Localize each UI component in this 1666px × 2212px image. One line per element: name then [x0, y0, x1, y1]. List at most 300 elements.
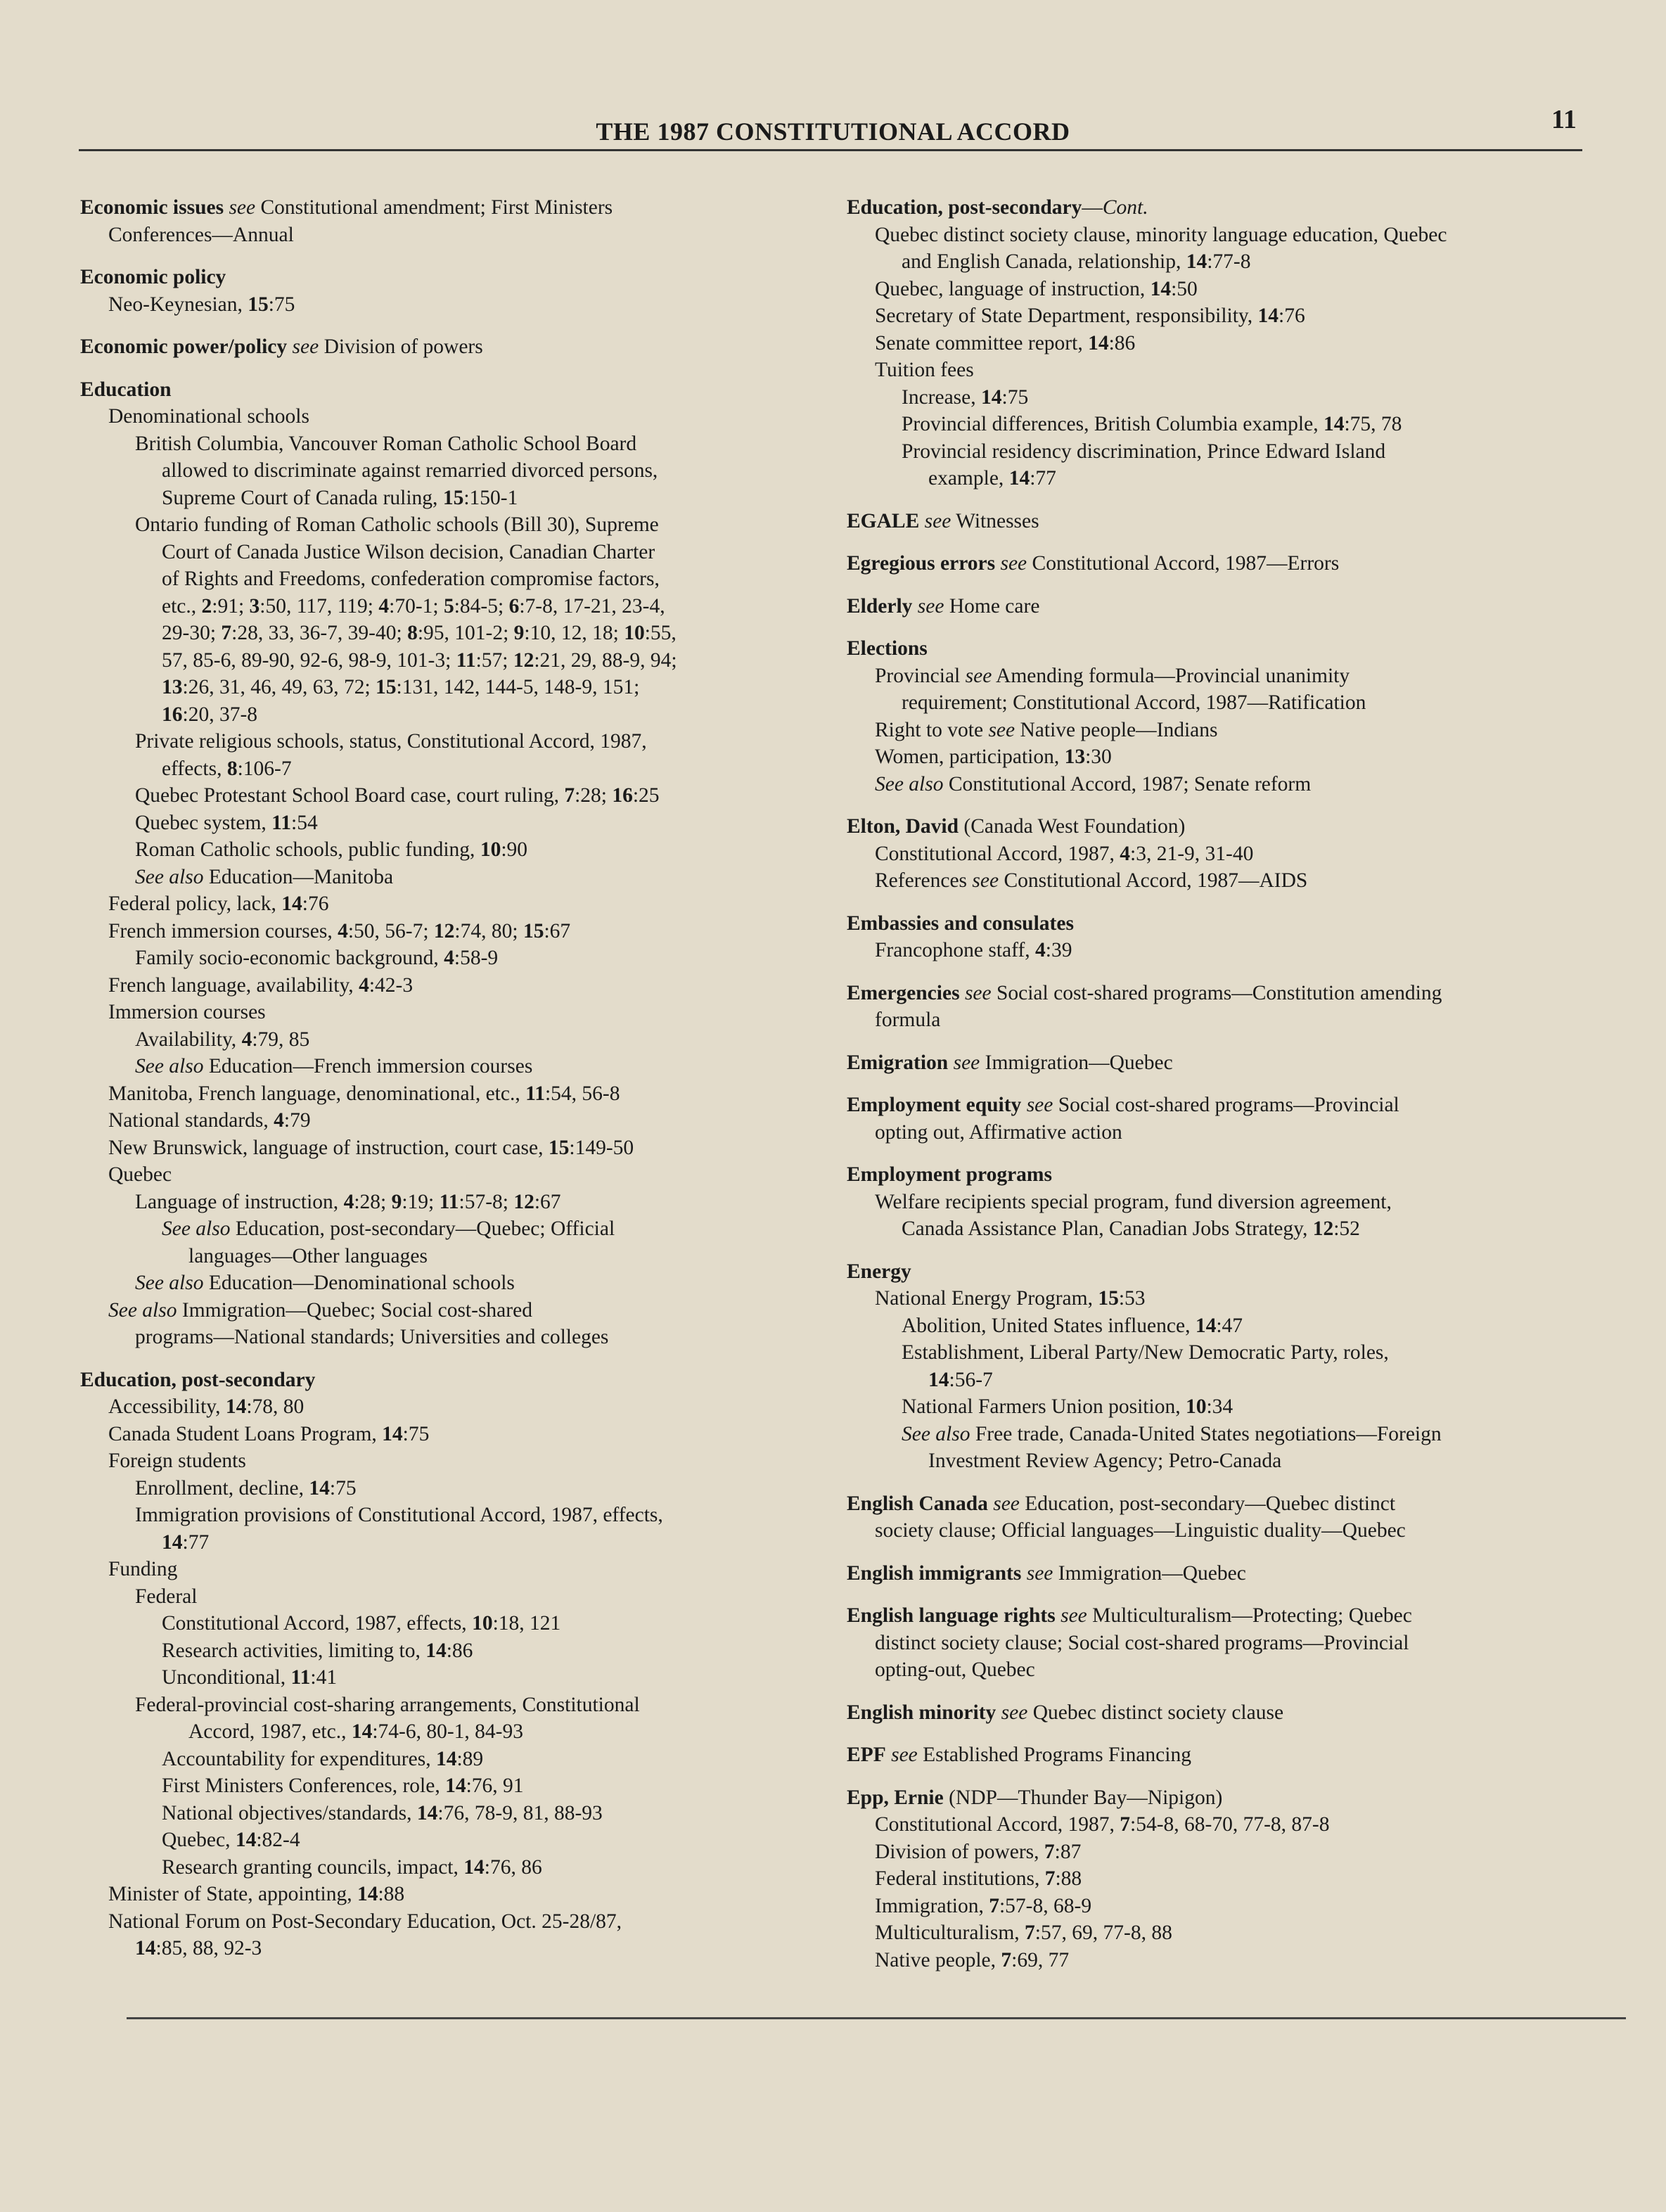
index-text: Family socio-economic background, [135, 947, 444, 969]
index-text: :41 [310, 1666, 338, 1689]
running-title: THE 1987 CONSTITUTIONAL ACCORD [596, 117, 1070, 146]
index-line [80, 485, 826, 512]
cross-reference-marker: see [917, 594, 944, 618]
index-text: Research activities, limiting to, [162, 1639, 426, 1662]
index-line [80, 1297, 826, 1324]
index-line [80, 701, 826, 729]
cross-reference-marker: see [993, 1492, 1020, 1515]
cross-reference-marker: see [1000, 552, 1027, 575]
index-text: :50 [1171, 277, 1198, 300]
index-line [80, 1270, 826, 1297]
index-heading-text: 14 [357, 1883, 378, 1905]
index-line [847, 302, 1599, 330]
index-heading-text: 14 [281, 893, 302, 915]
index-line [847, 1092, 1599, 1119]
index-line [847, 1049, 1599, 1077]
index-heading-text: 11 [456, 648, 476, 672]
index-text: :10, 12, 18; [524, 622, 624, 644]
index-text: Constitutional Accord, 1987, effects, [162, 1612, 473, 1635]
index-line [847, 1560, 1599, 1587]
index-entry [847, 1049, 1599, 1077]
index-line [80, 864, 826, 891]
index-text: :54 [291, 811, 318, 834]
index-text: :76, 91 [466, 1775, 524, 1797]
index-text: National Forum on Post-Secondary Education, Oct. 25-28/87, [108, 1910, 622, 1933]
index-heading-text: 14 [162, 1530, 183, 1554]
index-line [80, 593, 826, 620]
index-line [847, 1285, 1599, 1312]
cross-reference-marker: see [1001, 1701, 1028, 1724]
index-line [80, 1215, 826, 1243]
index-text: programs—National standards; Universities and colleges [135, 1326, 609, 1348]
index-text: Immigration provisions of Constitutional Accord, 1987, effects, [135, 1504, 663, 1526]
index-heading-text: 14 [445, 1775, 466, 1797]
index-heading-text: Education, post-secondary [847, 196, 1082, 219]
index-line [80, 1746, 826, 1773]
index-line [847, 438, 1599, 466]
index-text: :70-1; [389, 594, 444, 618]
index-line [847, 1421, 1599, 1448]
index-line [847, 910, 1599, 938]
index-text: of Rights and Freedoms, confederation compromise factors, [162, 568, 660, 590]
index-text: Immigration, [875, 1894, 989, 1917]
index-heading-text: 14 [351, 1720, 373, 1743]
index-entry [847, 550, 1599, 577]
index-heading-text: Economic issues [80, 196, 224, 219]
index-line [80, 1583, 826, 1611]
index-text: Education, post-secondary—Quebec; Official [230, 1217, 615, 1240]
index-text: :149-50 [569, 1136, 634, 1159]
index-heading-text: 7 [1044, 1867, 1056, 1890]
index-heading-text: 10 [472, 1612, 493, 1635]
index-text: :20, 37-8 [182, 703, 258, 726]
index-heading-text: 14 [435, 1747, 457, 1770]
index-heading-text: Emergencies [847, 981, 960, 1004]
index-heading-text: 5 [443, 594, 454, 618]
index-text: References [875, 869, 973, 892]
index-line [80, 403, 826, 430]
index-text: :74, 80; [454, 919, 523, 942]
index-line [847, 937, 1599, 964]
index-text: Court of Canada Justice Wilson decision, Canadian Charter [162, 540, 655, 563]
index-heading-text: 4 [343, 1190, 354, 1213]
index-heading-text: 13 [162, 676, 183, 698]
index-text: :57; [475, 648, 513, 672]
index-text: Immigration—Quebec [980, 1051, 1173, 1074]
cross-reference-marker: See also [875, 772, 944, 795]
index-entry [847, 1161, 1599, 1243]
index-heading-text: Economic policy [80, 266, 226, 288]
index-text: Tuition fees [875, 359, 974, 381]
index-line [847, 1947, 1599, 1974]
index-line [847, 813, 1599, 840]
index-line [847, 635, 1599, 663]
index-text: 29-30; [162, 622, 222, 644]
cross-reference-marker: see [964, 981, 992, 1004]
index-heading-text: 4 [241, 1028, 252, 1051]
index-heading-text: 9 [513, 622, 525, 644]
index-line [80, 810, 826, 837]
index-text: :58-9 [454, 947, 499, 969]
index-line [80, 1664, 826, 1692]
index-line [847, 663, 1599, 690]
index-text: Unconditional, [162, 1666, 291, 1689]
index-text: Francophone staff, [875, 939, 1036, 961]
index-heading-text: 14 [382, 1422, 403, 1445]
index-text: :50, 117, 119; [259, 594, 379, 618]
index-text: :28; [575, 784, 613, 807]
index-line [80, 1447, 826, 1475]
index-text: requirement; Constitutional Accord, 1987—Ratification [902, 691, 1366, 714]
index-text: Availability, [135, 1028, 242, 1051]
index-text: Home care [944, 594, 1040, 618]
cross-reference-marker: see [953, 1051, 980, 1074]
index-heading-text: English language rights [847, 1604, 1056, 1627]
index-text: :76, 78-9, 81, 88-93 [437, 1801, 603, 1824]
index-line [847, 1339, 1599, 1367]
index-line [80, 222, 826, 249]
index-text: :75, 78 [1344, 413, 1402, 435]
index-text: French language, availability, [108, 973, 359, 997]
index-text: Canada Assistance Plan, Canadian Jobs Strategy, [902, 1217, 1313, 1240]
index-text [912, 595, 917, 618]
index-line [847, 840, 1599, 868]
index-text: :75 [402, 1422, 430, 1445]
cross-reference-marker: see [924, 509, 951, 532]
index-text: :28; [354, 1190, 392, 1213]
index-text: :76, 86 [484, 1855, 542, 1879]
index-text: effects, [162, 757, 227, 780]
index-heading-text: 14 [309, 1476, 330, 1500]
index-text [1021, 1094, 1026, 1116]
index-text: Social cost-shared programs—Constitution amending [991, 981, 1442, 1004]
index-text: :78, 80 [246, 1395, 305, 1418]
index-text: :7-8, 17-21, 23-4, [519, 594, 665, 618]
index-text: opting out, Affirmative action [875, 1120, 1122, 1144]
index-entry [80, 194, 826, 248]
header-rule [79, 149, 1582, 151]
index-line [80, 291, 826, 319]
index-text: :50, 56-7; [347, 919, 434, 942]
index-heading-text: Egregious errors [847, 552, 996, 575]
index-line [80, 194, 826, 222]
index-line [80, 1908, 826, 1936]
index-line [847, 1312, 1599, 1340]
index-heading-text: 8 [226, 757, 238, 780]
index-text: French immersion courses, [108, 919, 338, 942]
index-line [80, 647, 826, 675]
cross-reference-marker: See also [135, 1272, 204, 1294]
index-text: :106-7 [237, 757, 292, 780]
index-text [1056, 1604, 1061, 1627]
index-line [80, 1421, 826, 1448]
index-line [80, 1827, 826, 1854]
index-text: distinct society clause; Social cost-shared programs—Provincial [875, 1631, 1409, 1654]
index-line [80, 1107, 826, 1134]
cross-reference-marker: see [988, 718, 1015, 741]
index-line [847, 1919, 1599, 1947]
index-heading-text: 15 [1098, 1287, 1119, 1310]
index-text: etc., [162, 594, 202, 618]
index-text: Private religious schools, status, Constitutional Accord, 1987, [135, 730, 647, 753]
index-line [80, 620, 826, 647]
index-heading-text: 12 [513, 648, 534, 672]
index-heading-text: Elderly [847, 594, 913, 618]
index-heading-text: 14 [1186, 250, 1207, 273]
index-line [847, 1258, 1599, 1286]
index-heading-text: 14 [1150, 277, 1172, 300]
cross-reference-marker: see [965, 664, 992, 687]
index-heading-text: 15 [376, 676, 397, 698]
index-heading-text: 7 [1044, 1840, 1055, 1863]
index-heading-text: English Canada [847, 1492, 988, 1515]
index-entry [847, 593, 1599, 620]
index-line [847, 1119, 1599, 1146]
index-text: British Columbia, Vancouver Roman Catholic School Board [135, 432, 637, 455]
index-heading-text: 15 [548, 1136, 570, 1159]
index-text: Constitutional Accord, 1987; Senate reform [943, 772, 1312, 795]
index-entry [847, 1699, 1599, 1727]
index-text: Accord, 1987, etc., [188, 1720, 352, 1743]
index-text: Multiculturalism—Protecting; Quebec [1087, 1604, 1412, 1627]
index-heading-text: 9 [391, 1190, 402, 1213]
index-text: National Energy Program, [875, 1287, 1098, 1310]
index-line [80, 376, 826, 404]
index-text: Welfare recipients special program, fund diversion agreement, [875, 1190, 1392, 1213]
index-text: Quebec, language of instruction, [875, 277, 1151, 300]
index-line [847, 508, 1599, 535]
index-heading-text: Elections [847, 637, 928, 660]
index-text: :91; [212, 594, 250, 618]
index-heading-text: 15 [523, 919, 544, 942]
index-line [80, 333, 826, 361]
index-text [996, 1701, 1001, 1724]
footer-rule [127, 2017, 1626, 2019]
index-text: Roman Catholic schools, public funding, [135, 838, 480, 861]
index-text: :77-8 [1207, 250, 1251, 273]
index-line [847, 1699, 1599, 1727]
index-line [847, 1189, 1599, 1216]
index-heading-text: 14 [416, 1801, 438, 1824]
index-line [847, 1447, 1599, 1475]
index-heading-text: 14 [1323, 413, 1345, 435]
index-heading-text: 11 [290, 1666, 311, 1689]
index-text: Quebec [108, 1163, 172, 1186]
index-text: Federal institutions, [875, 1867, 1045, 1890]
index-heading-text: 7 [1025, 1922, 1035, 1944]
index-text: Ontario funding of Roman Catholic schools (Bill 30), Supreme [135, 513, 659, 536]
index-entry [80, 376, 826, 1351]
index-heading-text: 10 [1185, 1395, 1207, 1418]
index-line [80, 1080, 826, 1108]
index-text: :95, 101-2; [417, 622, 514, 644]
index-text: and English Canada, relationship, [902, 250, 1186, 273]
index-text: Quebec distinct society clause, minority language education, Quebec [875, 223, 1447, 246]
index-text: :19; [402, 1190, 440, 1213]
index-text: Constitutional Accord, 1987—AIDS [999, 869, 1308, 892]
index-line [80, 945, 826, 972]
index-text: Education—Manitoba [203, 865, 394, 888]
index-text: National Farmers Union position, [902, 1395, 1186, 1418]
index-line [847, 1893, 1599, 1920]
index-heading-text: 4 [378, 594, 390, 618]
index-heading-text: Economic power/policy [80, 335, 288, 358]
index-heading-text: EGALE [847, 509, 920, 532]
index-text: Establishment, Liberal Party/New Democratic Party, roles, [902, 1341, 1389, 1364]
cross-reference-marker: see [292, 335, 319, 358]
index-text: :34 [1206, 1395, 1234, 1418]
index-text: :75 [329, 1476, 357, 1500]
index-line [80, 728, 826, 755]
index-entry [847, 1741, 1599, 1769]
index-line [80, 1610, 826, 1637]
index-heading-text: 4 [274, 1109, 284, 1132]
index-text: :47 [1216, 1314, 1243, 1337]
index-text: :56-7 [949, 1368, 993, 1391]
index-text: :86 [1108, 331, 1136, 354]
index-heading-text: Education [80, 378, 172, 401]
index-text: Canada Student Loans Program, [108, 1422, 383, 1445]
index-line [80, 565, 826, 593]
index-heading-text: Employment equity [847, 1094, 1022, 1116]
index-line [80, 264, 826, 291]
index-entry [847, 1092, 1599, 1146]
index-text: Constitutional Accord, 1987, [875, 842, 1120, 865]
index-heading-text: 10 [624, 622, 645, 644]
index-text: (Canada West Foundation) [959, 815, 1186, 838]
cross-reference-marker: Cont. [1102, 196, 1148, 219]
index-text: Quebec distinct society clause [1027, 1701, 1284, 1724]
index-entry [80, 1367, 826, 1962]
index-text: :86 [446, 1639, 473, 1662]
index-text: Native people—Indians [1015, 718, 1218, 741]
index-text: :82-4 [256, 1829, 300, 1851]
index-text: Multiculturalism, [875, 1922, 1025, 1944]
index-entry [847, 1258, 1599, 1475]
index-line [847, 867, 1599, 895]
index-heading-text: 7 [1001, 1948, 1012, 1971]
index-line [80, 511, 826, 539]
page-number: 11 [1551, 105, 1577, 134]
index-text [287, 335, 292, 358]
index-text: Division of powers, [875, 1840, 1044, 1863]
index-line [847, 1784, 1599, 1812]
index-text: Social cost-shared programs—Provincial [1053, 1094, 1399, 1116]
index-line [80, 972, 826, 999]
index-line [80, 1529, 826, 1556]
index-text: :67 [544, 919, 571, 942]
index-heading-text: 14 [981, 385, 1002, 409]
index-heading-text: 12 [1312, 1217, 1334, 1240]
index-line [80, 836, 826, 864]
index-text: Senate committee report, [875, 331, 1089, 354]
cross-reference-marker: see [1026, 1094, 1053, 1116]
index-line [847, 357, 1599, 384]
index-line [80, 1393, 826, 1421]
index-heading-text: 4 [1120, 842, 1130, 865]
index-text: Enrollment, decline, [135, 1476, 309, 1500]
cross-reference-marker: see [1061, 1604, 1087, 1627]
index-text: :79, 85 [252, 1028, 310, 1051]
index-line [80, 755, 826, 783]
index-text: Minister of State, appointing, [108, 1883, 357, 1905]
index-entry [847, 1490, 1599, 1545]
index-line [80, 674, 826, 701]
index-text: Accountability for expenditures, [162, 1747, 436, 1770]
index-heading-text: 3 [249, 594, 260, 618]
index-line [80, 1053, 826, 1080]
index-text: Conferences—Annual [108, 223, 294, 246]
cross-reference-marker: see [229, 196, 256, 219]
cross-reference-marker: See also [135, 865, 204, 888]
index-text: :84-5; [454, 594, 509, 618]
index-text: Neo-Keynesian, [108, 293, 248, 316]
index-text: :88 [378, 1883, 405, 1905]
index-line [847, 411, 1599, 438]
index-entry [847, 1560, 1599, 1587]
index-line [80, 1854, 826, 1881]
index-text: Constitutional Accord, 1987, [875, 1813, 1120, 1836]
index-line [80, 999, 826, 1026]
index-line [80, 1161, 826, 1189]
index-entry [80, 333, 826, 361]
index-line [80, 539, 826, 566]
index-heading-text: 14 [463, 1855, 485, 1879]
cross-reference-marker: See also [135, 1055, 204, 1078]
index-text: Native people, [875, 1948, 1001, 1971]
index-text: :75 [268, 293, 295, 316]
index-line [80, 1134, 826, 1162]
index-line [847, 384, 1599, 411]
index-line [80, 1556, 826, 1583]
index-text: Provincial [875, 664, 966, 687]
index-line [847, 1656, 1599, 1684]
index-text: :69, 77 [1011, 1948, 1070, 1971]
index-line [847, 771, 1599, 798]
index-heading-text: 14 [1195, 1314, 1217, 1337]
index-line [80, 1367, 826, 1394]
index-entry [847, 635, 1599, 798]
index-text: :57-8; [459, 1190, 514, 1213]
index-text: :67 [534, 1190, 561, 1213]
index-text: :42-3 [369, 973, 414, 997]
index-line [847, 1367, 1599, 1394]
index-text: :21, 29, 88-9, 94; [534, 648, 677, 672]
index-text: Immersion courses [108, 1001, 266, 1023]
index-text: National standards, [108, 1109, 274, 1132]
index-heading-text: 7 [1120, 1813, 1130, 1836]
index-text: Established Programs Financing [917, 1744, 1191, 1766]
index-line [80, 1324, 826, 1351]
index-text: :25 [632, 784, 660, 807]
index-line [80, 457, 826, 485]
index-text: New Brunswick, language of instruction, court case, [108, 1136, 549, 1159]
index-text: :76 [302, 893, 329, 915]
index-text: :150-1 [463, 486, 518, 509]
cross-reference-marker: see [1026, 1561, 1053, 1585]
index-text: Denominational schools [108, 405, 309, 428]
index-text: :75 [1001, 385, 1029, 409]
index-line [847, 1630, 1599, 1657]
index-heading-text: 11 [439, 1190, 459, 1213]
index-heading-text: 8 [407, 622, 418, 644]
index-text: Investment Review Agency; Petro-Canada [928, 1450, 1282, 1472]
index-text: Manitoba, French language, denominational, etc., [108, 1082, 526, 1105]
index-heading-text: 14 [235, 1829, 257, 1851]
index-entry [847, 1784, 1599, 1974]
index-heading-text: 7 [564, 784, 575, 807]
index-text: Division of powers [319, 335, 483, 358]
